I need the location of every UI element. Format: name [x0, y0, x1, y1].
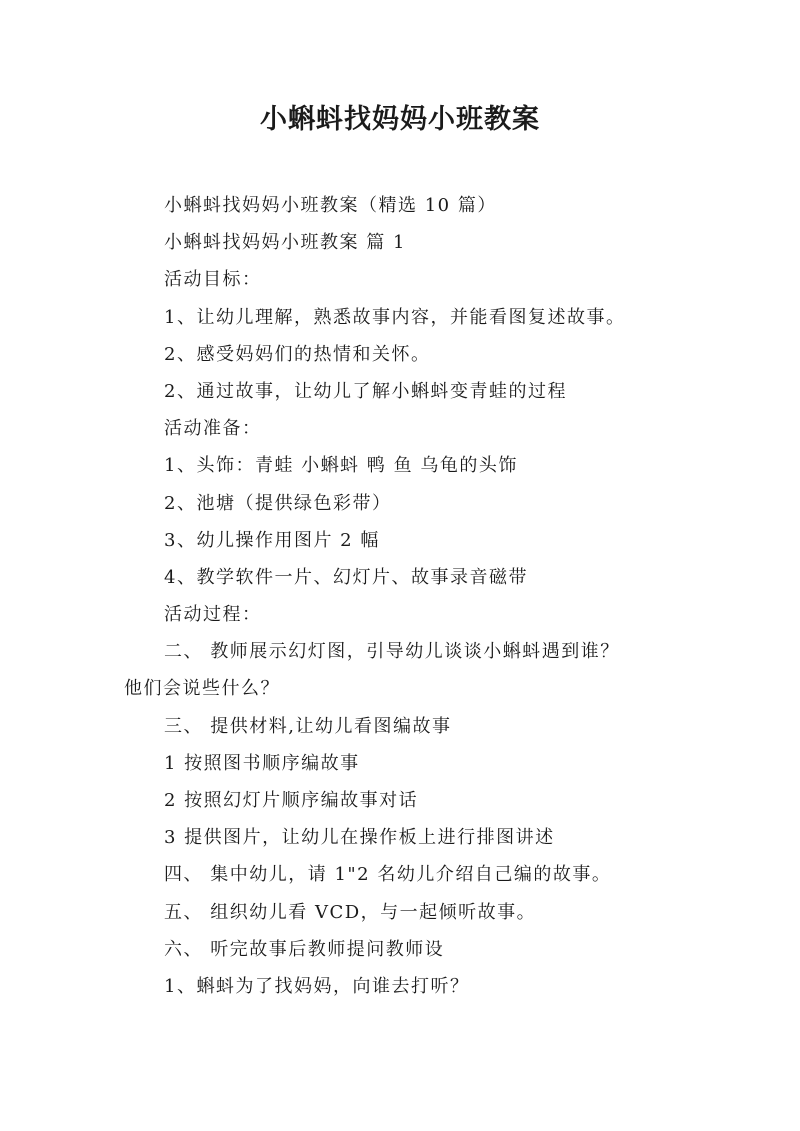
paragraph: 2 按照幻灯片顺序编故事对话: [164, 790, 419, 811]
paragraph: 4、教学软件一片、幻灯片、故事录音磁带: [164, 566, 528, 588]
paragraph: 2、感受妈妈们的热情和关怀。: [164, 343, 431, 365]
paragraph: 2、池塘（提供绿色彩带）: [164, 492, 392, 514]
document-title: 小蝌蚪找妈妈小班教案: [260, 104, 540, 135]
paragraph: 四、 集中幼儿，请 1"2 名幼儿介绍自己编的故事。: [164, 864, 612, 886]
paragraph: 五、 组织幼儿看 VCD，与一起倾听故事。: [164, 901, 537, 923]
paragraph: 1、蝌蚪为了找妈妈，向谁去打听？: [164, 975, 470, 997]
paragraph: 小蝌蚪找妈妈小班教案（精选 10 篇）: [164, 195, 497, 216]
paragraph: 三、 提供材料,让幼儿看图编故事: [164, 715, 452, 737]
paragraph: 3、幼儿操作用图片 2 幅: [164, 529, 380, 551]
section-heading: 活动过程：: [164, 604, 262, 626]
paragraph: 小蝌蚪找妈妈小班教案 篇 1: [164, 232, 406, 254]
document-body: [0, 187, 800, 1005]
paragraph: 1、让幼儿理解，熟悉故事内容，并能看图复述故事。: [164, 306, 626, 328]
paragraph: 二、 教师展示幻灯图，引导幼儿谈谈小蝌蚪遇到谁？: [164, 641, 620, 663]
paragraph: 1 按照图书顺序编故事: [164, 752, 360, 774]
paragraph-continuation: 他们会说些什么？: [124, 678, 280, 700]
paragraph: 3 提供图片，让幼儿在操作板上进行排图讲述: [164, 827, 555, 849]
paragraph: 2、通过故事，让幼儿了解小蝌蚪变青蛙的过程: [164, 380, 567, 402]
paragraph: 六、 听完故事后教师提问教师设: [164, 938, 445, 960]
paragraph: 1、头饰：青蛙 小蝌蚪 鸭 鱼 乌龟的头饰: [164, 455, 518, 477]
section-heading: 活动准备：: [164, 418, 262, 440]
section-heading: 活动目标：: [164, 269, 262, 291]
